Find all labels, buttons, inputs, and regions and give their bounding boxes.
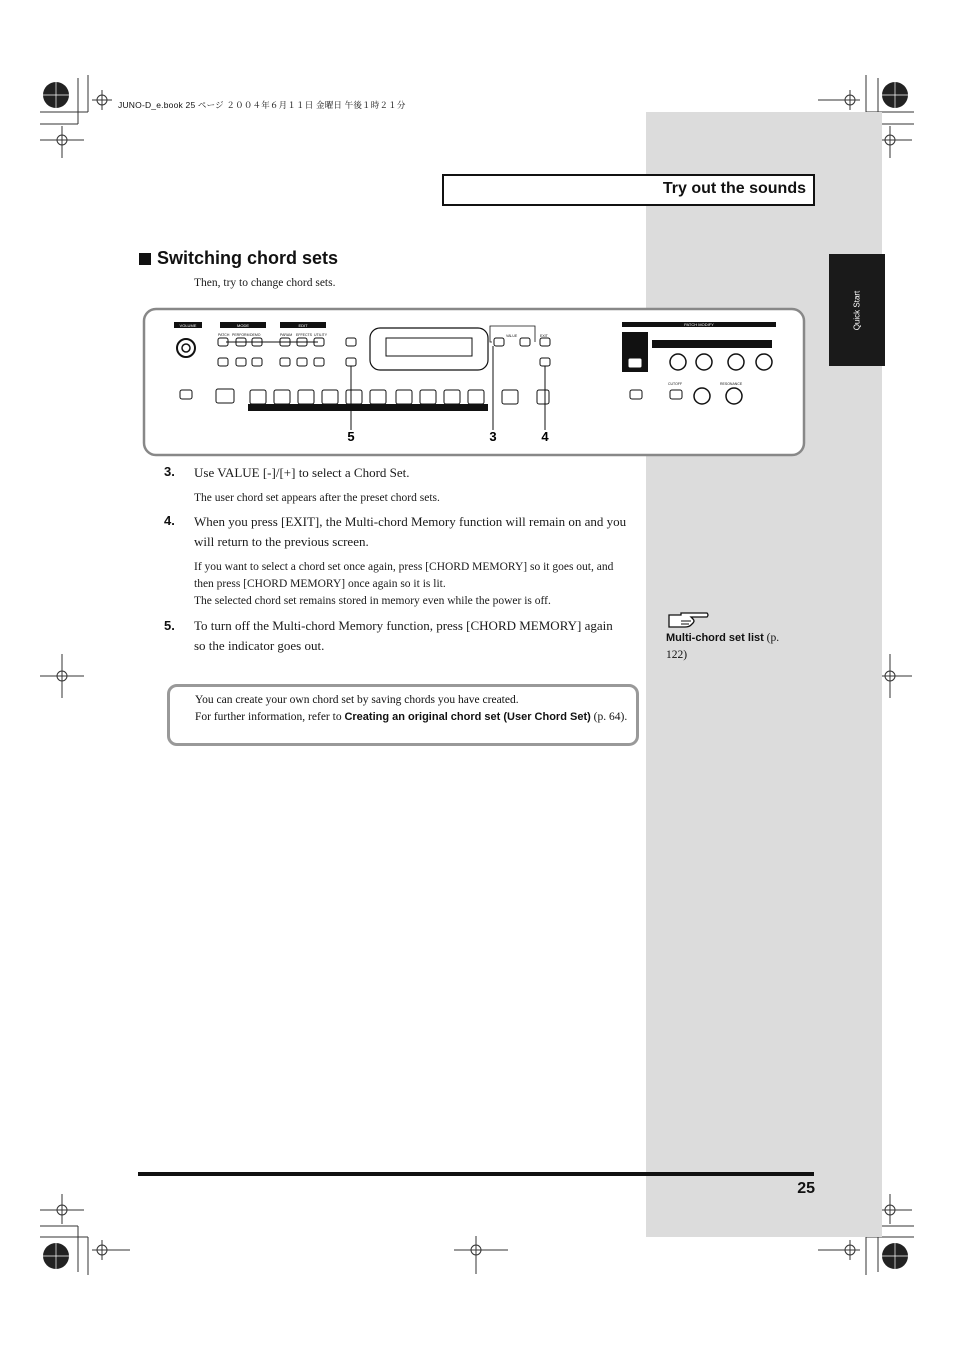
section-header-box: [442, 174, 815, 206]
step-4-number: 4.: [164, 513, 175, 528]
mode-demo-label: DEMO: [250, 333, 261, 337]
page-number: 25: [797, 1180, 815, 1197]
step-5-number: 5.: [164, 618, 175, 633]
info-line-2-prefix: For further information, refer to: [195, 711, 345, 723]
step-3-number: 3.: [164, 464, 175, 479]
cutoff-label: CUTOFF: [668, 382, 683, 386]
volume-label: VOLUME: [179, 323, 197, 328]
callout-3: 3: [489, 429, 497, 444]
reference-text: [666, 630, 796, 664]
callout-4: 4: [541, 429, 549, 444]
panel-illustration: [140, 306, 810, 458]
footer-rule: [138, 1172, 814, 1176]
info-line-1: You can create your own chord set by saving chords you have created.: [195, 694, 519, 706]
pointing-hand-icon: [667, 611, 709, 629]
edit-param-label: PARAM: [280, 333, 293, 337]
info-text: [195, 692, 635, 726]
section-title: Try out the sounds: [662, 180, 806, 197]
step-5-text: To turn off the Multi-chord Memory function, press [CHORD MEMORY] again so the indicator goes out.: [194, 618, 613, 653]
callout-5: 5: [347, 429, 355, 444]
value-label: VALUE: [506, 334, 518, 338]
edit-utility-label: UTILITY: [314, 333, 328, 337]
step-4-note-2: The selected chord set remains stored in memory even while the power is off.: [194, 595, 551, 607]
info-link[interactable]: Creating an original chord set (User Chord Set): [344, 711, 591, 723]
step-4-note-1: If you want to select a chord set once again, press [CHORD MEMORY] so it goes out, and then press [CHORD MEMORY] once again so it is lit.: [194, 561, 614, 590]
intro-text: Then, try to change chord sets.: [194, 277, 336, 289]
mode-patch-label: PATCH: [218, 333, 230, 337]
step-3-note: The user chord set appears after the preset chord sets.: [194, 492, 440, 504]
resonance-label: RESONANCE: [720, 382, 743, 386]
edit-effects-label: EFFECTS: [296, 333, 312, 337]
info-line-2-suffix: (p. 64).: [590, 711, 628, 723]
reference-page: (p. 122): [666, 632, 780, 661]
mode-label: MODE: [237, 323, 249, 328]
print-header: JUNO-D_e.book 25 ページ ２００４年６月１１日 金曜日 午後１時２１分: [118, 100, 406, 110]
reference-link[interactable]: Multi-chord set list: [666, 632, 764, 644]
chapter-tab-label: Quick Start: [852, 290, 862, 330]
exit-label: EXIT: [540, 334, 548, 338]
step-4-text: When you press [EXIT], the Multi-chord Memory function will remain on and you will return to the previous screen.: [194, 514, 627, 549]
patch-modify-label: PATCH MODIFY: [684, 322, 714, 327]
info-box: [167, 684, 639, 746]
page-heading: Switching chord sets: [157, 248, 339, 268]
step-3-text: Use VALUE [-]/[+] to select a Chord Set.: [194, 465, 410, 480]
heading-bullet: [139, 253, 151, 265]
edit-label: EDIT: [298, 323, 308, 328]
mode-perform-label: PERFORM: [232, 333, 250, 337]
